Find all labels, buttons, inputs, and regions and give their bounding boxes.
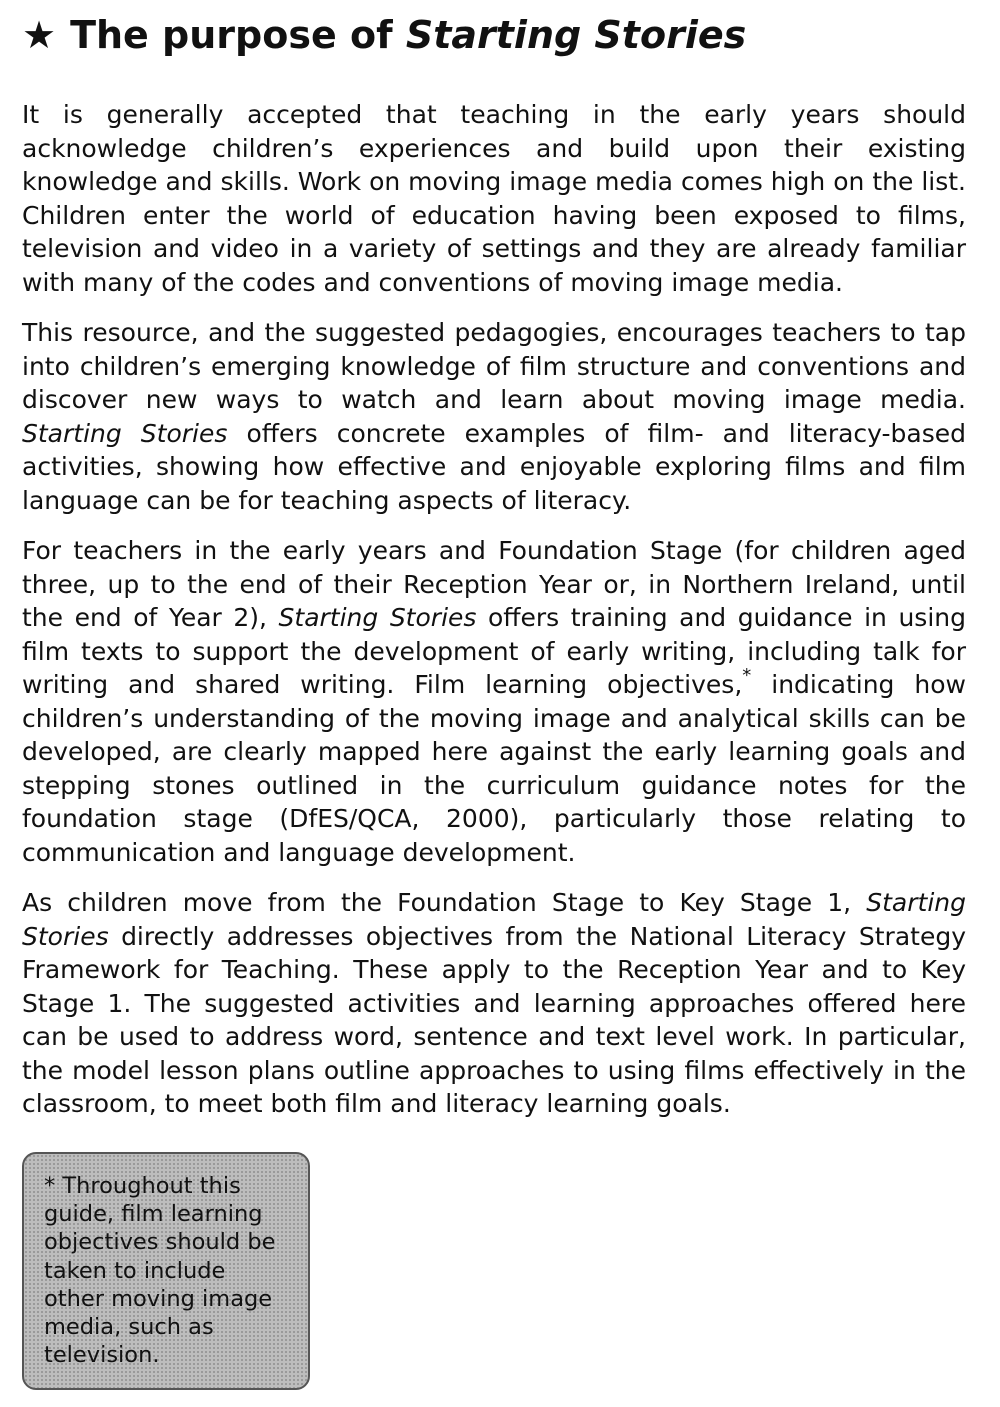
- footnote-box: [22, 1152, 310, 1390]
- paragraph-2-title-ref: Starting Stories: [22, 418, 228, 448]
- body-text: [22, 98, 966, 1121]
- paragraph-1-text: It is generally accepted that teaching in the early years should acknowledge children’s experiences and build upon their existing knowledge and skills. Work on moving image media comes high on the list. Children enter the world of education having been exposed to films, television and video in a variety of settings and they are already familiar with many of the codes and conventions of moving image media.: [22, 100, 966, 297]
- paragraph-4-title-ref: Starting Stories: [22, 888, 966, 951]
- paragraph-2-text-a: This resource, and the suggested pedagogies, encourages teachers to tap into children’s emerging knowledge of film structure and conventions and discover new ways to watch and learn about moving image media.: [22, 318, 966, 414]
- paragraph-4: [22, 886, 966, 1121]
- paragraph-3: [22, 534, 966, 869]
- paragraph-4-text-c: directly addresses objectives from the National Literacy Strategy Framework for Teaching. These apply to the Reception Year and to Key Stage 1. The suggested activities and learning approaches offered here can be used to address word, sentence and text level work. In particular, the model lesson plans outline approaches to using films effectively in the classroom, to meet both film and literacy learning goals.: [22, 921, 966, 1118]
- title-italic-text: Starting Stories: [405, 13, 747, 57]
- title-text: The purpose of: [70, 13, 406, 57]
- footnote-marker: *: [742, 665, 752, 686]
- star-icon: ★: [22, 13, 57, 57]
- page-title: [22, 8, 966, 62]
- paragraph-2-text-c: offers concrete examples of film- and literacy-based activities, showing how effective and enjoyable exploring films and film language can be for teaching aspects of literacy.: [22, 418, 966, 515]
- paragraph-3-title-ref: Starting Stories: [278, 603, 477, 632]
- paragraph-3-text-d: indicating how children’s understanding of the moving image and analytical skills can be developed, are clearly mapped here against the early learning goals and stepping stones outlined in the curriculum guidance notes for the foundation stage (DfES/QCA, 2000), particularly those relating to communication and language development.: [22, 670, 966, 867]
- paragraph-2: [22, 316, 966, 517]
- paragraph-3-text-a: For teachers in the early years and Foundation Stage (for children aged three, up to the end of their Reception Year or, in Northern Ireland, until the end of Year 2),: [22, 536, 966, 632]
- footnote-text: * Throughout this guide, film learning objectives should be taken to include other moving image media, such as television.: [44, 1173, 276, 1369]
- paragraph-1: [22, 98, 966, 299]
- paragraph-3-text-c: offers training and guidance in using film texts to support the development of early writing, including talk for writing and shared writing. Film learning objectives,: [22, 603, 966, 699]
- paragraph-4-text-a: As children move from the Foundation Stage to Key Stage 1,: [22, 888, 867, 917]
